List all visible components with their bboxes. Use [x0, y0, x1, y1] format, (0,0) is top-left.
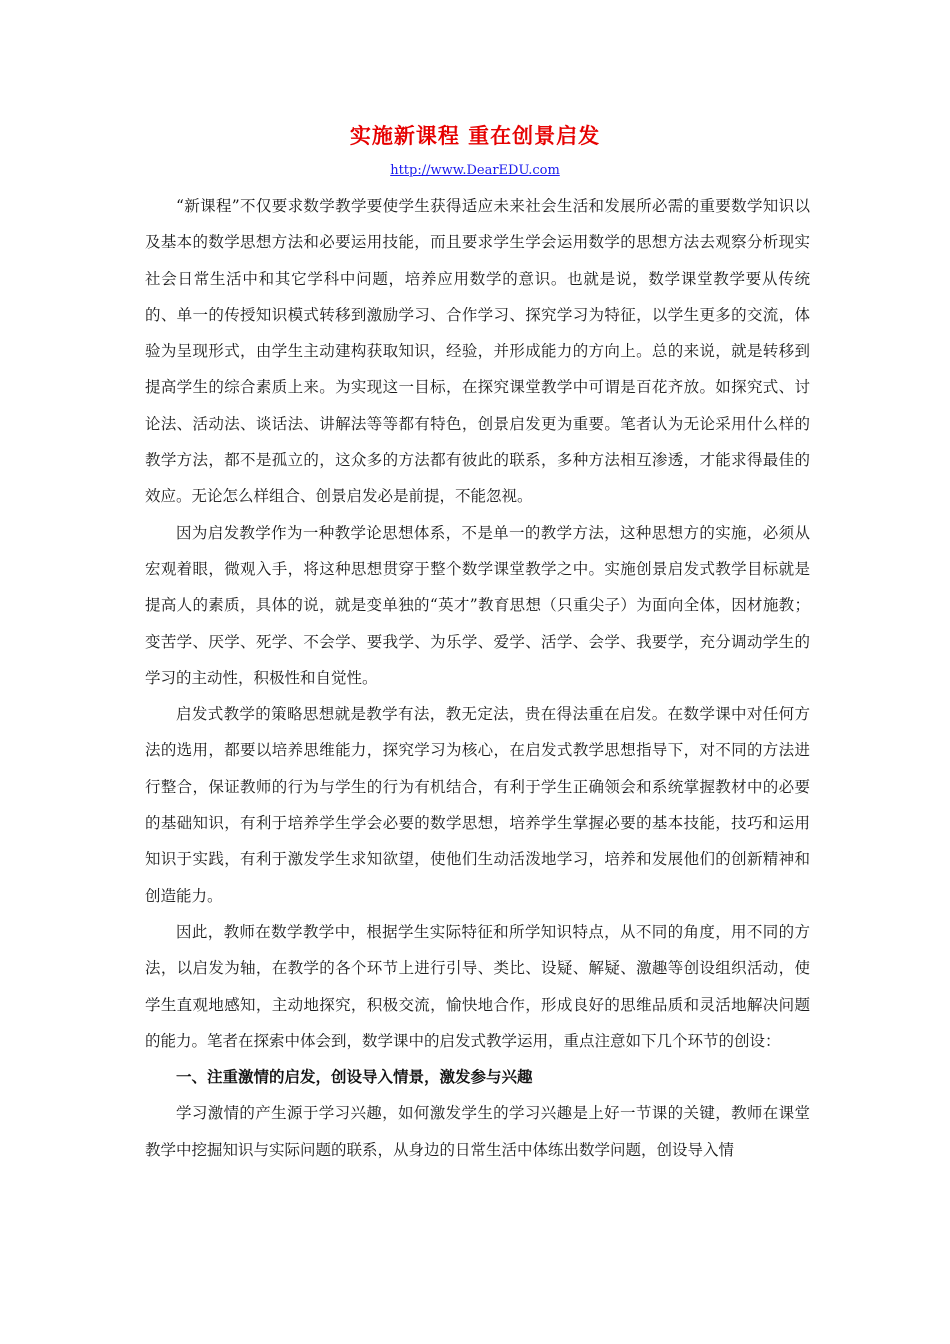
paragraph-3: 启发式教学的策略思想就是教学有法，教无定法，贵在得法重在启发。在数学课中对任何方法的选用，都要以培养思维能力，探究学习为核心，在启发式教学思想指导下，对不同的方法进行整合，保证教师的行为与学生的行为有机结合，有利于学生正确领会和系统掌握教材中的必要的基础知识，有利于培养学生学会必要的数学思想，培养学生掌握必要的基本技能，技巧和运用知识于实践，有利于激发学生求知欲望，使他们生动活泼地学习，培养和发展他们的创新精神和创造能力。 [145, 705, 810, 905]
article-body [145, 188, 810, 1168]
section-paragraph: 学习激情的产生源于学习兴趣，如何激发学生的学习兴趣是上好一节课的关键，教师在课堂教学中挖掘知识与实际问题的联系，从身边的日常生活中体练出数学问题，创设导入情 [145, 1104, 810, 1159]
section-heading: 一、注重激情的启发，创设导入情景，激发参与兴趣 [176, 1068, 533, 1087]
paragraph-4: 因此，教师在数学教学中，根据学生实际特征和所学知识特点，从不同的角度，用不同的方法，以启发为轴，在教学的各个环节上进行引导、类比、设疑、解疑、激趣等创设组织活动，使学生直观地感知，主动地探究，积极交流，愉快地合作，形成良好的思维品质和灵活地解决问题的能力。笔者在探索中体会到，数学课中的启发式教学运用，重点注意如下几个环节的创设： [145, 922, 810, 1050]
paragraph-1: “新课程”不仅要求数学教学要使学生获得适应未来社会生活和发展所必需的重要数学知识以及基本的数学思想方法和必要运用技能，而且要求学生学会运用数学的思想方法去观察分析现实社会日常生活中和其它学科中问题，培养应用数学的意识。也就是说，数学课堂教学要从传统的、单一的传授知识模式转移到激励学习、合作学习、探究学习为特征，以学生更多的交流，体验为呈现形式，由学生主动建构获取知识，经验，并形成能力的方向上。总的来说，就是转移到提高学生的综合素质上来。为实现这一目标，在探究课堂教学中可谓是百花齐放。如探究式、讨论法、活动法、谈话法、讲解法等等都有特色，创景启发更为重要。笔者认为无论采用什么样的教学方法，都不是孤立的，这众多的方法都有彼此的联系，多种方法相互渗透，才能求得最佳的效应。无论怎么样组合、创景启发必是前提，不能忽视。 [145, 197, 810, 506]
source-url-link[interactable]: http://www.DearEDU.com [390, 163, 560, 178]
paragraph-2: 因为启发教学作为一种教学论思想体系，不是单一的教学方法，这种思想方的实施，必须从宏观着眼，微观入手，将这种思想贯穿于整个数学课堂教学之中。实施创景启发式教学目标就是提高人的素质，具体的说，就是变单独的“英才”教育思想（只重尖子）为面向全体，因材施教；变苦学、厌学、死学、不会学、要我学、为乐学、爱学、活学、会学、我要学，充分调动学生的学习的主动性，积极性和自觉性。 [145, 523, 810, 687]
page-title: 实施新课程 重在创景启发 [349, 124, 601, 148]
source-link-container [0, 162, 950, 180]
